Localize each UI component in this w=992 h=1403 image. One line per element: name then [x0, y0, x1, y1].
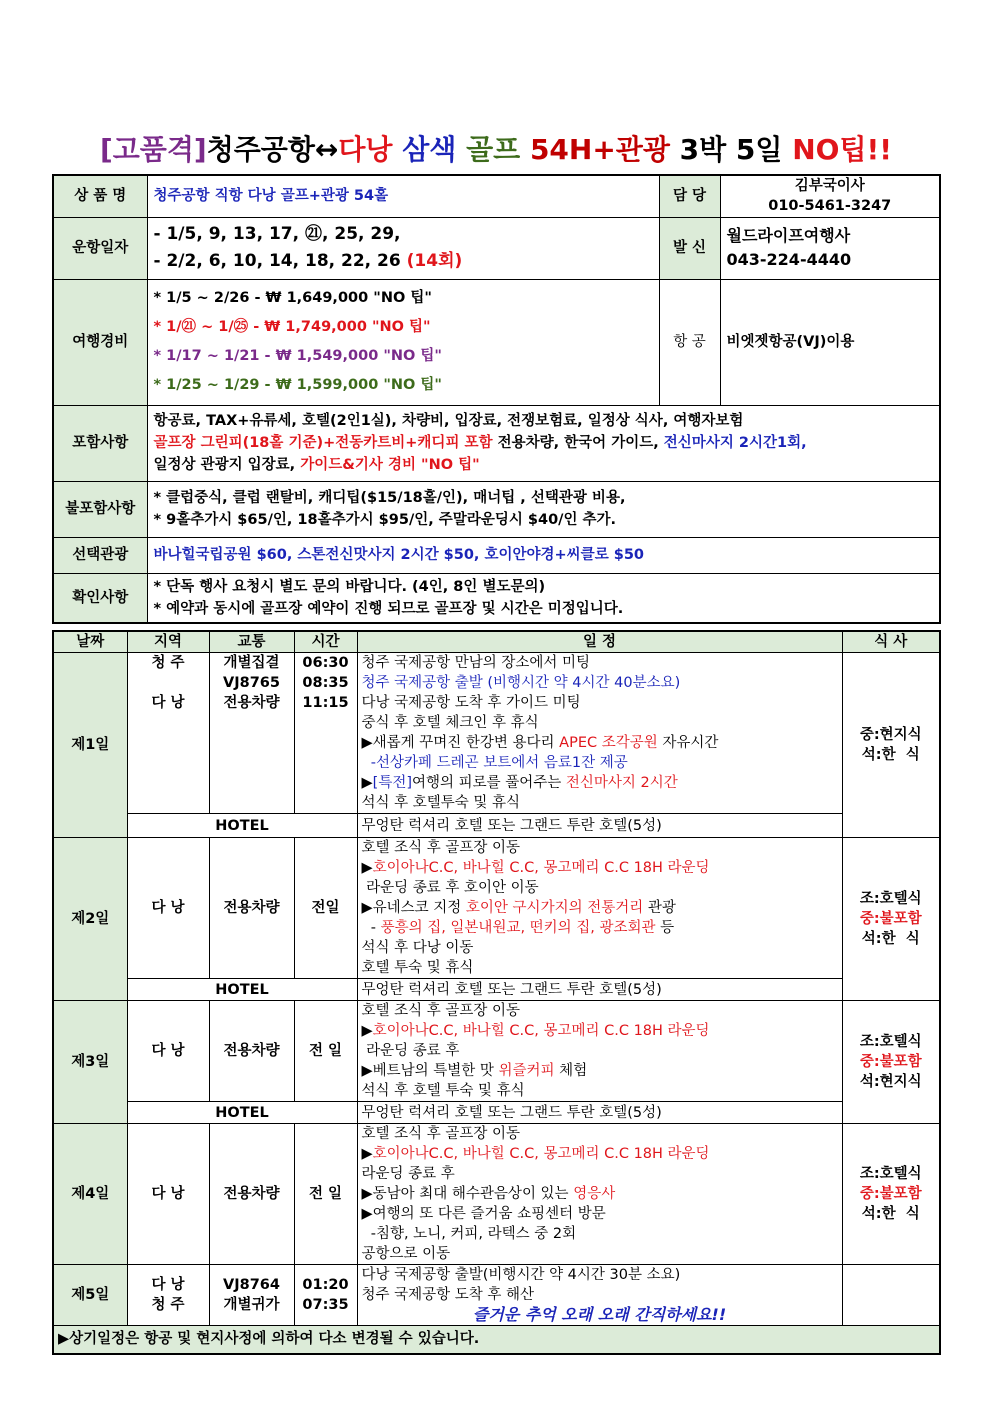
- day4-meals: [842, 1124, 940, 1265]
- day4-plan-line: 공항으로 이동: [361, 1246, 451, 1262]
- day1-plan: [357, 653, 842, 814]
- day5-plan: [357, 1265, 842, 1326]
- day2-plan-text: ▶: [361, 860, 373, 876]
- product-name-value: 청주공항 직항 다낭 골프+관광 54홀: [147, 175, 659, 217]
- day3-plan-line: [362, 1021, 838, 1041]
- day2-plan: [357, 838, 842, 979]
- title-part-danang: 다낭: [338, 133, 403, 166]
- day3-region: 다 낭: [127, 1001, 209, 1102]
- day1-plan-line: 청주 국제공항 만남의 장소에서 미팅: [361, 655, 591, 671]
- day1-plan-line: -선상카페 드레곤 보트에서 음료1잔 제공: [361, 755, 628, 771]
- day3-transport: 전용차량: [209, 1001, 294, 1102]
- day2-hoian-old-town: 호이안 구시가지의 전통거리: [465, 900, 644, 916]
- day1-apec-park: APEC 조각공원: [559, 735, 658, 751]
- day3-plan-text: 체험: [554, 1063, 588, 1079]
- day5-meals: [842, 1265, 940, 1326]
- day5-regions: [127, 1265, 209, 1326]
- day2-hotel-row: [53, 979, 940, 1001]
- day2-transport: 전용차량: [209, 838, 294, 979]
- confirm-line-2: * 예약과 동시에 골프장 예약이 진행 되므로 골프장 및 시간은 미정입니다.: [153, 600, 624, 617]
- manager-contact: [720, 175, 940, 217]
- included-line-1: 항공료, TAX+유류세, 호텔(2인1실), 차량비, 입장료, 전쟁보험료, 일정상 식사, 여행자보험: [153, 413, 744, 429]
- flight-dates-jan: - 1/5, 9, 13, 17, ㉑, 25, 29,: [153, 224, 401, 244]
- day1-hotel-row: [53, 814, 940, 838]
- day2-hotel-label: HOTEL: [127, 979, 357, 1001]
- confirm-list: [147, 573, 940, 623]
- day2-hotel-name: 무엉탄 럭셔리 호텔 또는 그랜드 투란 호텔(5성): [357, 979, 842, 1001]
- day3-row: [53, 1001, 940, 1102]
- day2-time: 전일: [294, 838, 357, 979]
- day3-weasel-coffee: 위즐커피: [498, 1063, 555, 1079]
- included-massage: 전신마사지 2시간1회,: [663, 435, 807, 451]
- day1-time-1: 06:30: [302, 655, 349, 671]
- issuer-contact: [720, 217, 940, 279]
- day2-hoian-sights: 풍흥의 집, 일본내원교, 떤키의 집, 광조회관: [380, 920, 656, 936]
- day3-plan-line: 라운딩 종료 후: [361, 1043, 460, 1059]
- day2-plan-line: 호텔 조식 후 골프장 이동: [361, 840, 521, 856]
- day1-transport-flight: VJ8765: [223, 675, 280, 691]
- title-part-holes: 54H+관광: [529, 133, 680, 166]
- day1-meals: [842, 653, 940, 838]
- day1-region-cheongju: 청 주: [151, 655, 185, 671]
- day3-plan-line: [362, 1061, 838, 1081]
- day4-plan-text: ▶: [361, 1146, 373, 1162]
- travel-cost-list: [147, 279, 659, 405]
- day3-plan-line: 호텔 조식 후 골프장 이동: [361, 1003, 521, 1019]
- flight-dates-label: 운항일자: [53, 217, 147, 279]
- day5-region-cheongju: 청 주: [151, 1297, 185, 1313]
- product-name-label: 상 품 명: [53, 175, 147, 217]
- day1-plan-line: 중식 후 호텔 체크인 후 휴식: [361, 715, 539, 731]
- day4-linh-ung-pagoda: 영응사: [573, 1186, 616, 1202]
- closing-message: 즐거운 추억 오래 오래 간직하세요!!: [472, 1305, 727, 1324]
- included-golf-fees: 골프장 그린피(18홀 기준)+전동카트비+캐디피 포함: [153, 435, 493, 451]
- day5-label: 제5일: [53, 1265, 127, 1326]
- day3-plan: [357, 1001, 842, 1102]
- day1-plan-text: ▶새롭게 꾸며진 한강변 용다리: [361, 735, 560, 751]
- manager-name: 김부국이사: [794, 178, 865, 195]
- day4-plan-line: [362, 1184, 838, 1204]
- day5-region-danang: 다 낭: [151, 1277, 185, 1293]
- day1-plan-text: 자유시간: [657, 735, 719, 751]
- day4-plan-line: ▶여행의 또 다른 즐거움 쇼핑센터 방문: [361, 1206, 606, 1222]
- day2-row: [53, 838, 940, 979]
- day5-transport-flight: VJ8764: [223, 1277, 280, 1293]
- day1-transports: [209, 653, 294, 814]
- included-guide-no-tip: 가이드&기사 경비 "NO 팁": [300, 457, 480, 473]
- day3-plan-line: 석식 후 호텔 투숙 및 휴식: [361, 1083, 525, 1099]
- day2-plan-line: 라운딩 종료 후 호이안 이동: [361, 880, 539, 896]
- day5-transports: [209, 1265, 294, 1326]
- day1-plan-line: 다낭 국제공항 도착 후 가이드 미팅: [361, 695, 581, 711]
- day2-plan-text: ▶유네스코 지정: [361, 900, 466, 916]
- day3-meal-lunch: 중:불포함: [859, 1054, 922, 1070]
- airline-value: 비엣젯항공(VJ)이용: [720, 279, 940, 405]
- day3-plan-text: ▶: [361, 1023, 373, 1039]
- day1-meal-lunch: 중:현지식: [859, 727, 922, 743]
- flight-dates-value: [147, 217, 659, 279]
- included-line-3: [154, 454, 934, 476]
- flight-dates-feb-list: - 2/2, 6, 10, 14, 18, 22, 26: [153, 251, 407, 271]
- day2-plan-line: [362, 858, 838, 878]
- header-itinerary: 일 정: [357, 631, 842, 653]
- day4-meal-dinner: 석:한 식: [861, 1206, 920, 1222]
- issuer-label: 발 신: [659, 217, 720, 279]
- day1-row: [53, 653, 940, 814]
- optional-tour-value: 바나힐국립공원 $60, 스톤전신맛사지 2시간 $50, 호이안야경+씨클로 $50: [147, 537, 940, 573]
- day2-meal-dinner: 석:한 식: [861, 931, 920, 947]
- day1-hotel-label: HOTEL: [127, 814, 357, 838]
- day3-meal-dinner: 석:현지식: [859, 1074, 922, 1090]
- day3-time: 전 일: [294, 1001, 357, 1102]
- travel-cost-label: 여행경비: [53, 279, 147, 405]
- title-part-premium: [고품격]: [99, 133, 207, 166]
- cost-line-standard: * 1/5 ~ 2/26 - ₩ 1,649,000 "NO 팁": [153, 290, 432, 306]
- title-part-nights: 3박 5일: [679, 133, 793, 166]
- optional-tour-label: 선택관광: [53, 537, 147, 573]
- day1-regions: [127, 653, 209, 814]
- day4-label: 제4일: [53, 1124, 127, 1265]
- cost-line-peak: * 1/㉑ ~ 1/㉕ - ₩ 1,749,000 "NO 팁": [153, 319, 431, 335]
- included-list: [147, 405, 940, 481]
- day2-meal-breakfast: 조:호텔식: [859, 891, 922, 907]
- day4-plan-line: 라운딩 종료 후: [361, 1166, 455, 1182]
- day1-hotel-name: 무엉탄 럭셔리 호텔 또는 그랜드 투란 호텔(5성): [357, 814, 842, 838]
- day1-label: 제1일: [53, 653, 127, 838]
- day3-golf-courses: 호이아나C.C, 바나힐 C.C, 몽고메리 C.C 18H 라운딩: [372, 1023, 710, 1039]
- manager-phone: 010-5461-3247: [768, 198, 892, 215]
- day2-plan-line: [362, 918, 838, 938]
- confirm-label: 확인사항: [53, 573, 147, 623]
- day4-time: 전 일: [294, 1124, 357, 1265]
- day2-meal-lunch: 중:불포함: [859, 911, 922, 927]
- airline-label: 항 공: [659, 279, 720, 405]
- day3-label: 제3일: [53, 1001, 127, 1124]
- day3-plan-text: ▶베트남의 특별한 맛: [361, 1063, 499, 1079]
- day2-plan-line: 석식 후 다낭 이동: [361, 940, 474, 956]
- included-vehicle-guide: 전용차량, 한국어 가이드,: [492, 435, 664, 451]
- flight-dates-feb: [154, 248, 653, 275]
- itinerary-header-row: [53, 631, 940, 653]
- day2-region: 다 낭: [127, 838, 209, 979]
- day2-plan-text: 관광: [643, 900, 676, 916]
- included-label: 포함사항: [53, 405, 147, 481]
- day1-meal-dinner: 석:한 식: [861, 747, 920, 763]
- excluded-label: 불포함사항: [53, 481, 147, 537]
- day1-transport-meet: 개별집결: [223, 655, 280, 671]
- page-title: [0, 128, 992, 168]
- day3-meals: [842, 1001, 940, 1124]
- day1-time-2: 08:35: [302, 675, 349, 691]
- day1-plan-line: [362, 733, 838, 753]
- excluded-line-2: * 9홀추가시 $65/인, 18홀추가시 $95/인, 주말라운딩시 $40/인 추가.: [153, 512, 617, 528]
- day4-transport: 전용차량: [209, 1124, 294, 1265]
- day4-row: [53, 1124, 940, 1265]
- header-time: 시간: [294, 631, 357, 653]
- day4-plan-text: ▶동남아 최대 해수관음상이 있는: [361, 1186, 574, 1202]
- header-transport: 교통: [209, 631, 294, 653]
- title-part-three-color: 삼색: [402, 133, 467, 166]
- day1-region-danang: 다 낭: [151, 695, 185, 711]
- day5-plan-line: 다낭 국제공항 출발(비행시간 약 4시간 30분 소요): [361, 1267, 681, 1283]
- product-info-table: [52, 174, 941, 624]
- itinerary-table: [52, 630, 941, 1355]
- header-meals: 식 사: [842, 631, 940, 653]
- day2-plan-text: -: [361, 920, 381, 936]
- day4-golf-courses: 호이아나C.C, 바나힐 C.C, 몽고메리 C.C 18H 라운딩: [372, 1146, 710, 1162]
- day2-label: 제2일: [53, 838, 127, 1001]
- day1-plan-line: 석식 후 호텔투숙 및 휴식: [361, 795, 521, 811]
- day5-time-2: 07:35: [302, 1297, 349, 1313]
- title-part-route: 청주공항↔: [206, 133, 339, 166]
- excluded-list: [147, 481, 940, 537]
- day5-transport-home: 개별귀가: [223, 1297, 280, 1313]
- flight-dates-count: (14회): [406, 251, 463, 271]
- day1-transport-vehicle: 전용차량: [223, 695, 280, 711]
- day5-time-1: 01:20: [302, 1277, 349, 1293]
- day4-meal-lunch: 중:불포함: [859, 1186, 922, 1202]
- title-part-no-tip: NO팁!!: [792, 133, 893, 166]
- day4-plan: [357, 1124, 842, 1265]
- day1-plan-line: 청주 국제공항 출발 (비행시간 약 4시간 40분소요): [361, 675, 681, 691]
- confirm-line-1: * 단독 행사 요청시 별도 문의 바랍니다. (4인, 8인 별도문의): [153, 578, 546, 595]
- day4-region: 다 낭: [127, 1124, 209, 1265]
- footer-notice: ▶상기일정은 항공 및 현지사정에 의하여 다소 변경될 수 있습니다.: [53, 1326, 940, 1354]
- excluded-line-1: * 클럽중식, 클럽 랜탈비, 캐디팁($15/18홀/인), 매너팁 , 선택관광 비용,: [153, 490, 626, 506]
- issuer-phone: 043-224-4440: [726, 250, 852, 269]
- day1-plan-text: 여행의 피로를 풀어주는: [411, 775, 566, 791]
- day5-row: [53, 1265, 940, 1326]
- day3-hotel-name: 무엉탄 럭셔리 호텔 또는 그랜드 투란 호텔(5성): [357, 1102, 842, 1124]
- day2-golf-courses: 호이아나C.C, 바나힐 C.C, 몽고메리 C.C 18H 라운딩: [372, 860, 710, 876]
- cost-line-discount-1: * 1/17 ~ 1/21 - ₩ 1,549,000 "NO 팁": [153, 348, 442, 364]
- day5-times: [294, 1265, 357, 1326]
- included-admission: 일정상 관광지 입장료,: [153, 457, 301, 473]
- day2-plan-text: 등: [655, 920, 675, 936]
- day4-plan-line: -침향, 노니, 커피, 라텍스 중 2회: [361, 1226, 577, 1242]
- day4-plan-line: 호텔 조식 후 골프장 이동: [361, 1126, 521, 1142]
- day1-massage: 전신마사지 2시간: [565, 775, 678, 791]
- day1-time-3: 11:15: [302, 695, 349, 711]
- day1-plan-text: ▶: [361, 775, 373, 791]
- day4-plan-line: [362, 1144, 838, 1164]
- day3-hotel-row: [53, 1102, 940, 1124]
- day3-hotel-label: HOTEL: [127, 1102, 357, 1124]
- day4-meal-breakfast: 조:호텔식: [859, 1166, 922, 1182]
- cost-line-discount-2: * 1/25 ~ 1/29 - ₩ 1,599,000 "NO 팁": [153, 377, 442, 393]
- day1-times: [294, 653, 357, 814]
- day3-meal-breakfast: 조:호텔식: [859, 1034, 922, 1050]
- day2-meals: [842, 838, 940, 1001]
- day2-plan-line: [362, 898, 838, 918]
- day1-plan-line: [362, 773, 838, 793]
- day2-plan-line: 호텔 투숙 및 휴식: [361, 960, 474, 976]
- issuer-name: 월드라이프여행사: [726, 226, 851, 245]
- day5-plan-line: 청주 국제공항 도착 후 해산: [361, 1287, 535, 1303]
- day1-special-tag: [특전]: [372, 775, 412, 791]
- header-region: 지역: [127, 631, 209, 653]
- header-date: 날짜: [53, 631, 127, 653]
- footer-row: [53, 1326, 940, 1354]
- included-line-2: [154, 432, 934, 454]
- title-part-golf: 골프: [466, 133, 530, 166]
- manager-label: 담 당: [659, 175, 720, 217]
